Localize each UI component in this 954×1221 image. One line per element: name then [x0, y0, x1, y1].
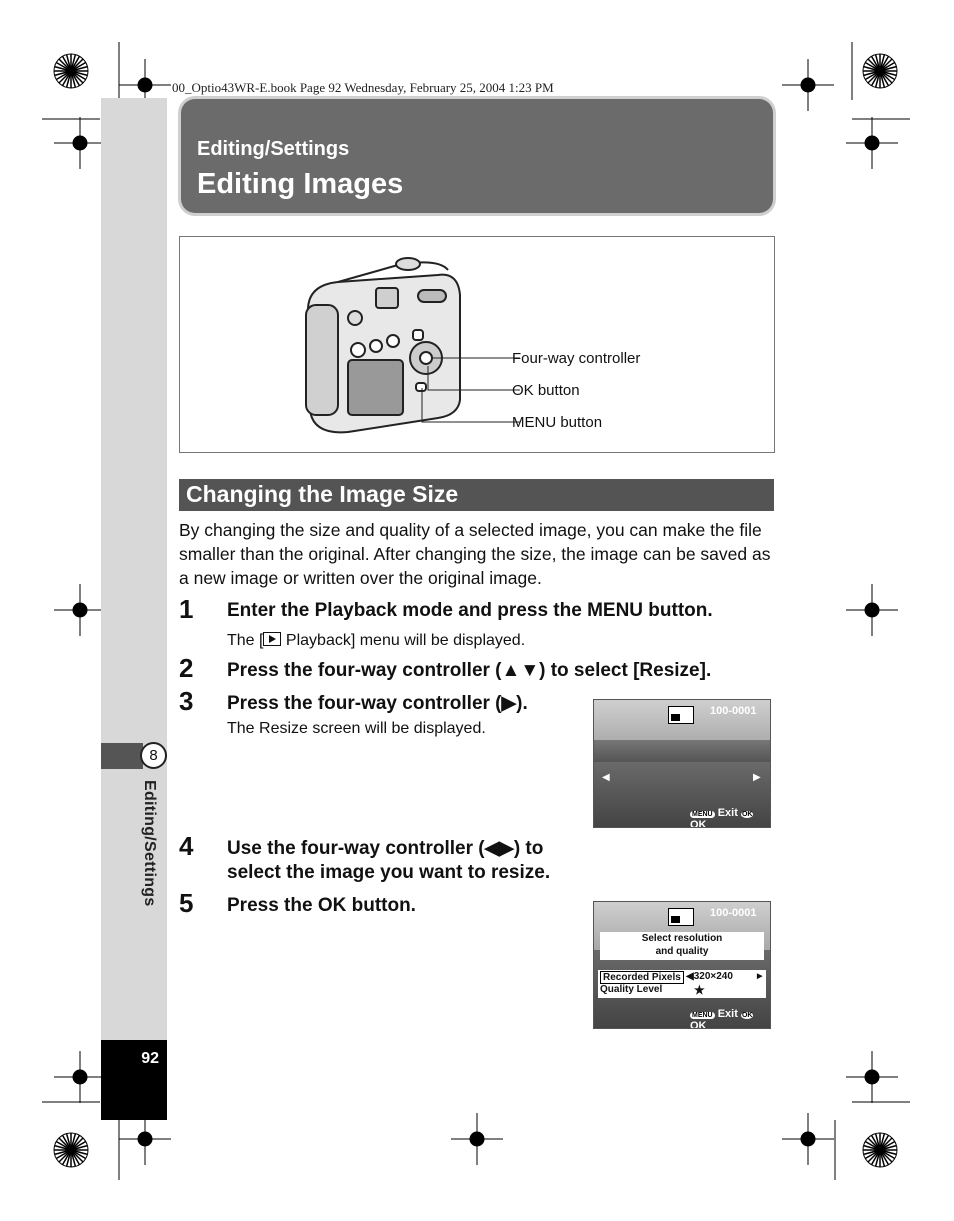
- step-text: Press the four-way controller (▶).: [227, 693, 528, 714]
- step-number: 4: [179, 831, 194, 861]
- ok-label: OK: [690, 1020, 707, 1029]
- crosshair-target: [54, 117, 106, 169]
- step-number: 1: [179, 594, 194, 624]
- callout-menu-button: MENU button: [512, 414, 603, 431]
- step-text: Press the OK button.: [227, 895, 416, 916]
- page-number: 92: [141, 1050, 159, 1067]
- intro-paragraph: By changing the size and quality of a selected image, you can make the file smaller than the original. After changing the size, the image can be saved as a new image or written over the original image.: [179, 520, 771, 588]
- exit-label: Exit: [717, 807, 738, 819]
- arrow-right-icon: ▶: [757, 973, 763, 980]
- print-info-line: 00_Optio43WR-E.book Page 92 Wednesday, February 25, 2004 1:23 PM: [172, 80, 554, 95]
- arrow-left-icon: ◀: [602, 772, 610, 783]
- step-number: 5: [179, 888, 194, 918]
- side-strip: [101, 98, 167, 1120]
- file-number: 100-0001: [710, 705, 757, 717]
- arrow-right-icon: ▶: [753, 772, 761, 783]
- step-text: Press the four-way controller (▲▼) to select [Resize].: [227, 660, 712, 681]
- footer-controls: [690, 807, 770, 828]
- settings-box: [598, 970, 766, 998]
- file-number: 100-0001: [710, 907, 757, 919]
- prompt-line1: Select resolution: [641, 933, 723, 944]
- crosshair-target: [782, 59, 834, 111]
- exit-label: Exit: [717, 1008, 738, 1020]
- camera-illustration: [298, 250, 520, 440]
- step-text: Enter the Playback mode and press the MENU button.: [227, 600, 713, 621]
- playback-icon: [263, 632, 281, 646]
- chapter-bar: [101, 743, 143, 769]
- menu-icon: MENU: [692, 1012, 713, 1019]
- callout-four-way-controller: Four-way controller: [512, 350, 641, 367]
- menu-icon: MENU: [692, 811, 713, 818]
- crosshair-target: [54, 584, 106, 636]
- crosshair-target: [119, 1113, 171, 1165]
- crosshair-target: [846, 117, 898, 169]
- step-desc-prefix: The [: [227, 632, 264, 649]
- step-number: 2: [179, 653, 194, 683]
- crosshair-target: [846, 1051, 898, 1103]
- step-number: 3: [179, 686, 194, 716]
- chapter-label: Editing/Settings: [141, 780, 158, 907]
- section-title: Changing the Image Size: [186, 481, 459, 507]
- quality-star-icon[interactable]: ★: [694, 983, 705, 997]
- resize-icon: [668, 908, 694, 926]
- ok-icon: OK: [741, 811, 753, 818]
- lcd-screen-resolution: [593, 901, 771, 1029]
- callout-ok-button: OK button: [512, 382, 580, 399]
- header-subtitle: Editing/Settings: [197, 138, 350, 160]
- crosshair-target: [782, 1113, 834, 1165]
- ok-label: OK: [690, 819, 707, 828]
- step-description: The Resize screen will be displayed.: [227, 720, 486, 737]
- crosshair-target: [54, 1051, 106, 1103]
- building: [594, 740, 770, 762]
- prompt-line2: and quality: [655, 946, 709, 957]
- resize-icon: [668, 706, 694, 724]
- step-text: select the image you want to resize.: [227, 862, 551, 883]
- recorded-pixels-value[interactable]: ◀320×240: [686, 971, 733, 982]
- crosshair-target: [451, 1113, 503, 1165]
- footer-controls: [690, 1008, 770, 1029]
- quality-level-label: Quality Level: [600, 984, 663, 995]
- chapter-number: 8: [140, 742, 167, 769]
- step-desc-suffix: Playback] menu will be displayed.: [281, 632, 526, 649]
- recorded-pixels-label: Recorded Pixels: [600, 971, 684, 984]
- step-text: Use the four-way controller (◀▶) to: [227, 838, 544, 859]
- ok-icon: OK: [741, 1012, 753, 1019]
- page-title: Editing Images: [197, 168, 404, 200]
- step-description: [227, 632, 525, 650]
- lcd-screen-resize: [593, 699, 771, 828]
- crosshair-target: [846, 584, 898, 636]
- prompt-box: [600, 932, 764, 960]
